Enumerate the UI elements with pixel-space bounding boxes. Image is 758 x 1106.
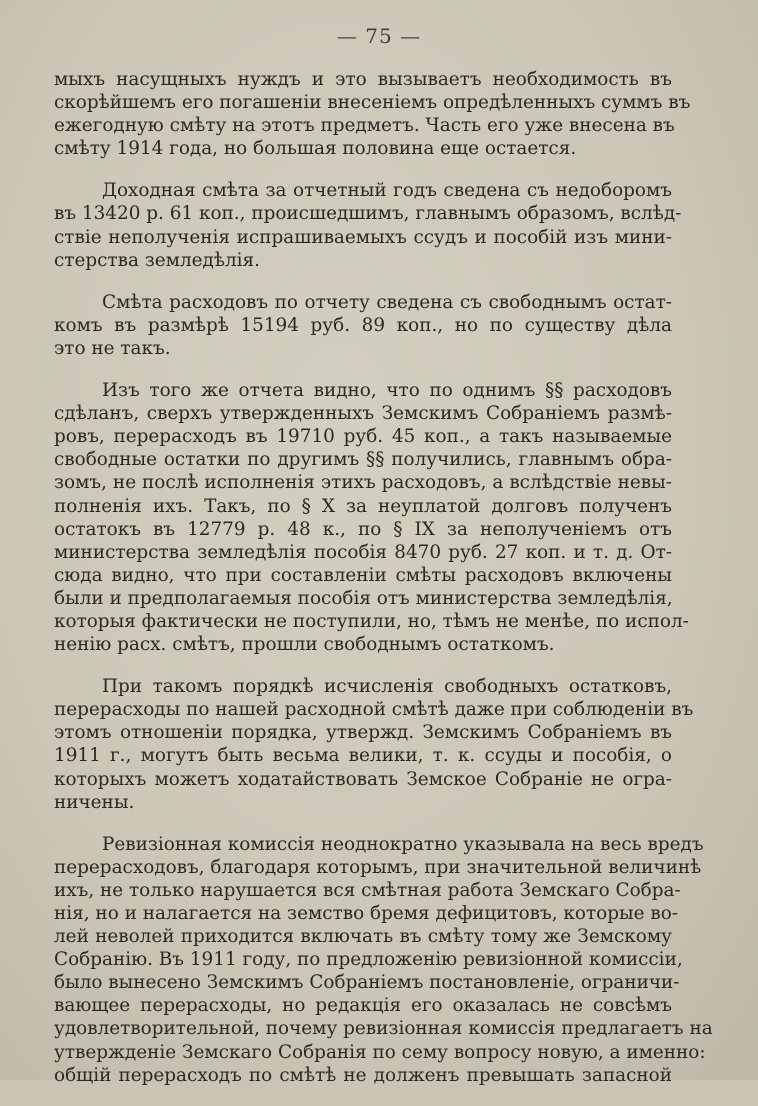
- text-line: были и предполагаемыя пособія отъ министерства земледѣлія,: [54, 587, 673, 609]
- text-line: свободные остатки по другимъ §§ получились, главнымъ обра-: [54, 449, 672, 471]
- text-line: Ревизіонная комиссія неоднократно указывала на весь вредъ: [102, 833, 704, 855]
- text-line: Доходная смѣта за отчетный годъ сведена съ недоборомъ: [102, 180, 672, 202]
- text-line: скорѣйшемъ его погашеніи внесеніемъ опредѣленныхъ суммъ въ: [54, 92, 691, 114]
- text-line: ничены.: [54, 791, 135, 813]
- text-line: это не такъ.: [54, 337, 171, 359]
- text-line: ствіе неполученія испрашиваемыхъ ссудъ и пособій изъ мини-: [54, 226, 672, 248]
- text-line: которыхъ можетъ ходатайствовать Земское Собраніе не огра-: [54, 768, 672, 790]
- body-text: [54, 68, 713, 1106]
- text-line: удовлетворительной, почему ревизіонная комиссія предлагаетъ на: [54, 1018, 713, 1040]
- text-line: стерства земледѣлія.: [54, 249, 260, 271]
- text-line: ежегодную смѣту на этотъ предметъ. Часть его уже внесена въ: [54, 115, 675, 137]
- paragraph: [54, 833, 713, 1087]
- text-line: утвержденіе Земскаго Собранія по сему вопросу новую, а именно:: [54, 1041, 706, 1063]
- text-line: ихъ, не только нарушается вся смѣтная работа Земскаго Собра-: [54, 879, 681, 901]
- text-line: смѣту 1914 года, но большая половина еще остается.: [54, 138, 577, 160]
- text-line: нія, но и налагается на земство бремя дефицитовъ, которые во-: [54, 903, 679, 924]
- paragraph: [54, 68, 691, 160]
- text-line: сдѣланъ, сверхъ утвержденныхъ Земскимъ Собраніемъ размѣ-: [54, 403, 672, 425]
- text-line: Собранію. Въ 1911 году, по предложенію ревизіонной комиссіи,: [54, 949, 683, 971]
- text-line: которыя фактически не поступили, но, тѣмъ не менѣе, по испол-: [54, 610, 689, 632]
- paragraph: [54, 379, 689, 656]
- text-line: 1911 г., могутъ быть весьма велики, т. к. ссуды и пособія, о: [54, 745, 672, 767]
- text-line: было вынесено Земскимъ Собраніемъ постановленіе, ограничи-: [54, 972, 680, 994]
- text-line: общій перерасходъ по смѣтѣ не долженъ превышать запасной: [54, 1064, 672, 1086]
- text-line: перерасходы по нашей расходной смѣтѣ даже при соблюденіи въ: [54, 699, 694, 721]
- text-line: зомъ, не послѣ исполненія этихъ расходовъ, а вслѣдствіе невы-: [54, 472, 672, 494]
- text-line: лей неволей приходится включать въ смѣту тому же Земскому: [54, 926, 672, 948]
- text-line: перерасходовъ, благодаря которымъ, при значительной величинѣ: [54, 856, 702, 878]
- page-number: — 75 —: [336, 24, 422, 48]
- paragraph: [54, 179, 682, 271]
- text-line: ровъ, перерасходъ въ 19710 руб. 45 коп., а такъ называемые: [54, 426, 672, 448]
- text-line: полненія ихъ. Такъ, по § X за неуплатой долговъ полученъ: [54, 495, 672, 517]
- text-line: При такомъ порядкѣ исчисленія свободныхъ остатковъ,: [102, 676, 672, 698]
- text-line: мыхъ насущныхъ нуждъ и это вызываетъ необходимость въ: [54, 69, 672, 90]
- text-line: ненію расх. смѣтъ, прошли свободнымъ остаткомъ.: [54, 634, 555, 656]
- text-line: министерства земледѣлія пособія 8470 руб. 27 коп. и т. д. От-: [54, 541, 672, 563]
- paragraph: [54, 675, 694, 814]
- text-line: комъ въ размѣрѣ 15194 руб. 89 коп., но по существу дѣла: [54, 314, 672, 336]
- text-line: остатокъ въ 12779 р. 48 к., по § IX за неполученіемъ отъ: [54, 518, 672, 540]
- paragraph: [54, 291, 672, 360]
- text-line: сюда видно, что при составленіи смѣты расходовъ включены: [54, 564, 672, 586]
- text-line: этомъ отношеніи порядка, утвержд. Земскимъ Собраніемъ въ: [54, 722, 672, 744]
- text-line: Изъ того же отчета видно, что по однимъ §§ расходовъ: [102, 380, 672, 402]
- text-line: вающее перерасходы, но редакція его оказалась не совсѣмъ: [54, 995, 672, 1017]
- text-line: въ 13420 р. 61 коп., происшедшимъ, главнымъ образомъ, вслѣд-: [54, 203, 682, 225]
- text-line: Смѣта расходовъ по отчету сведена съ свободнымъ остат-: [102, 291, 672, 313]
